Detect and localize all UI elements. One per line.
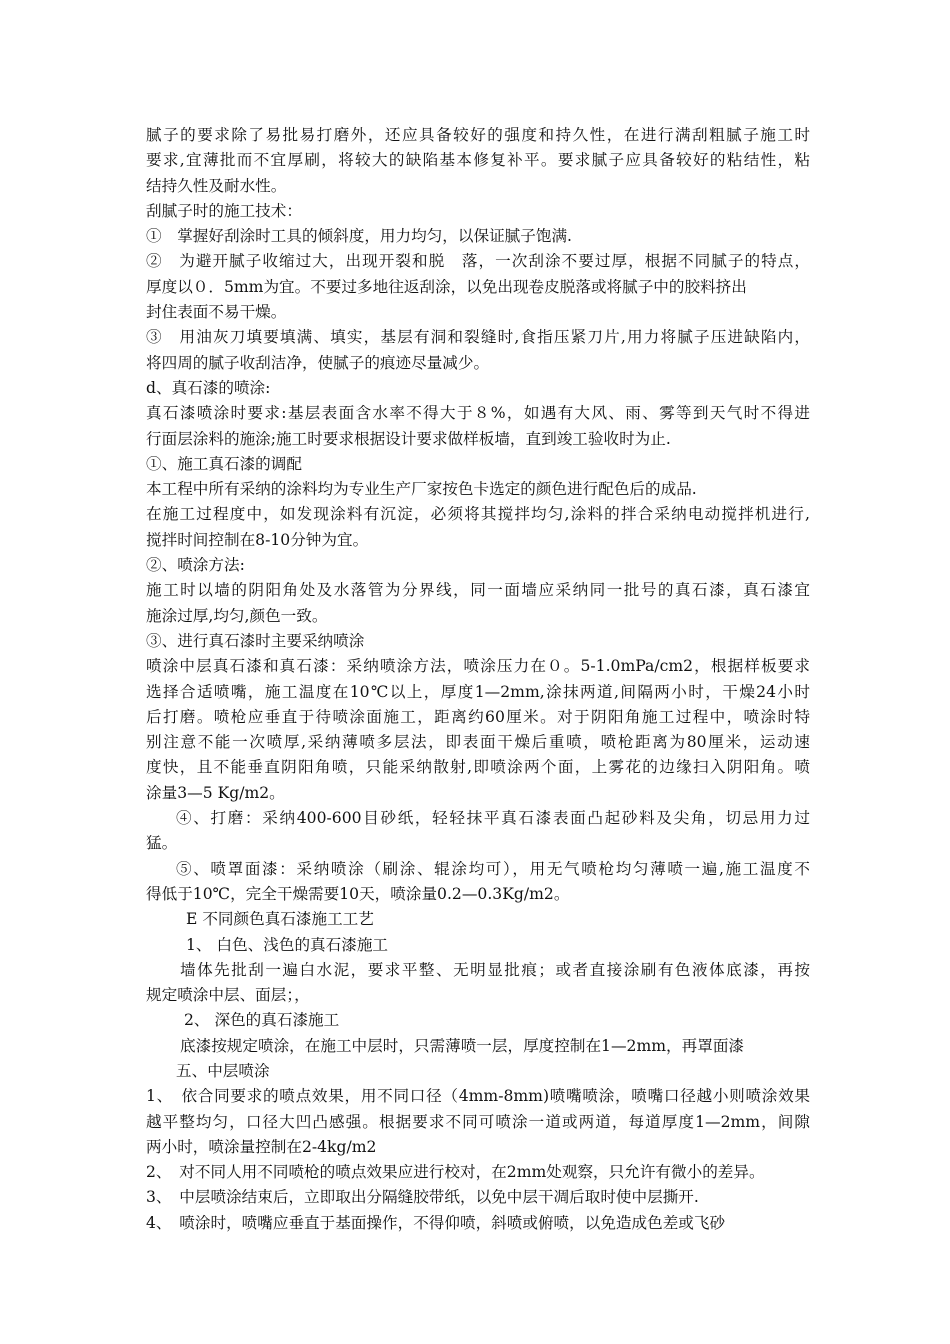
section-heading: E 不同颜色真石漆施工工艺 — [186, 910, 374, 929]
text-line: 本工程中所有采纳的涂料均为专业生产厂家按色卡选定的颜色进行配色后的成品. — [146, 480, 697, 499]
text-line: 结持久性及耐水性。 — [146, 176, 287, 195]
subsection-heading: 2、 深色的真石漆施工 — [184, 1011, 340, 1030]
text-line: 将四周的腻子收刮洁净，使腻子的痕迹尽量减少。 — [146, 353, 490, 372]
text-line: 别注意不能一次喷厚,采纳薄喷多层法，即表面干燥后重喷，喷枪距离为80厘米，运动速 — [146, 733, 810, 752]
text-line: 行面层涂料的施涂;施工时要求根据设计要求做样板墙，直到竣工验收时为止. — [146, 429, 671, 448]
text-line: 涂量3—5 Kg/m2。 — [146, 783, 285, 802]
list-item: ① 掌握好刮涂时工具的倾斜度，用力均匀，以保证腻子饱满. — [146, 227, 572, 246]
subsection-heading: 1、 白色、浅色的真石漆施工 — [186, 935, 389, 954]
text-line: 得低于10℃，完全干燥需要10天，喷涂量0.2—0.3Kg/m2。 — [146, 884, 570, 903]
text-line: 猛。 — [146, 834, 178, 853]
text-line: ⑤、喷罩面漆：采纳喷涂（刷涂、辊涂均可），用无气喷枪均匀薄喷一遍,施工温度不 — [176, 859, 810, 878]
list-item: ② 为避开腻子收缩过大，出现开裂和脱 落，一次刮涂不要过厚，根据不同腻子的特点， — [146, 252, 810, 271]
text-line: 喷涂中层真石漆和真石漆：采纳喷涂方法，喷涂压力在０。5-1.0mPa/cm2，根据样板要求 — [146, 657, 810, 676]
text-line: 规定喷涂中层、面层；， — [146, 986, 310, 1005]
text-line: 后打磨。喷枪应垂直于待喷涂面施工，距离约60厘米。对于阴阳角施工过程中，喷涂时特 — [146, 707, 810, 726]
text-line: 选择合适喷嘴，施工温度在10℃以上，厚度1—2mm,涂抹两道,间隔两小时，干燥24小时 — [146, 682, 810, 701]
list-item: ③ 用油灰刀填要填满、填实，基层有洞和裂缝时,食指压紧刀片,用力将腻子压进缺陷内， — [146, 328, 810, 347]
list-item: 4、 喷涂时，喷嘴应垂直于基面操作，不得仰喷，斜喷或俯喷，以免造成色差或飞砂 — [146, 1213, 726, 1232]
text-line: 墙体先批刮一遍白水泥，要求平整、无明显批痕；或者直接涂刷有色液体底漆，再按 — [180, 960, 810, 979]
text-line: 真石漆喷涂时要求:基层表面含水率不得大于８%，如遇有大风、雨、雾等到天气时不得进 — [146, 404, 810, 423]
text-line: 底漆按规定喷涂，在施工中层时，只需薄喷一层，厚度控制在1—2mm，再罩面漆 — [180, 1036, 745, 1055]
subsection-heading: ①、施工真石漆的调配 — [146, 454, 302, 473]
list-item: 3、 中层喷涂结束后，立即取出分隔缝胶带纸，以免中层干凋后取时使中层撕开. — [146, 1188, 699, 1207]
text-line: 施工时以墙的阴阳角处及水落管为分界线，同一面墙应采纳同一批号的真石漆，真石漆宜 — [146, 581, 810, 600]
text-line: 度快，且不能垂直阴阳角喷，只能采纳散射,即喷涂两个面，上雾花的边缘扫入阴阳角。喷 — [146, 758, 810, 777]
text-line: 搅拌时间控制在8-10分钟为宜。 — [146, 530, 369, 549]
list-item: 2、 对不同人用不同喷枪的喷点效果应进行校对，在2mm处观察，只允许有微小的差异。 — [146, 1163, 765, 1182]
document-body — [146, 123, 810, 1236]
text-line: 越平整均匀，口径大凹凸感强。根据要求不同可喷涂一道或两道，每道厚度1—2mm，间隙 — [146, 1112, 810, 1131]
section-heading: 刮腻子时的施工技术： — [146, 201, 302, 220]
text-line: ④、打磨：采纳400-600目砂纸，轻轻抹平真石漆表面凸起砂料及尖角，切忌用力过 — [176, 809, 810, 828]
section-heading: d、真石漆的喷涂: — [146, 378, 271, 397]
text-line: 腻子的要求除了易批易打磨外，还应具备较好的强度和持久性，在进行满刮粗腻子施工时 — [146, 126, 810, 144]
text-line: 厚度以０．5mm为宜。不要过多地往返刮涂，以免出现卷皮脱落或将腻子中的胶料挤出 — [146, 277, 747, 296]
text-line: 在施工过程度中，如发现涂料有沉淀，必须将其搅拌均匀,涂料的拌合采纳电动搅拌机进行, — [146, 505, 810, 524]
list-item: 1、 依合同要求的喷点效果，用不同口径（4mm-8mm)喷嘴喷涂，喷嘴口径越小则喷涂效果 — [146, 1087, 810, 1106]
subsection-heading: ③、进行真石漆时主要采纳喷涂 — [146, 631, 365, 650]
text-line: 要求,宜薄批而不宜厚刷，将较大的缺陷基本修复补平。要求腻子应具备较好的粘结性，粘 — [146, 151, 810, 170]
text-line: 封住表面不易干燥。 — [146, 303, 287, 322]
section-heading: 五、中层喷涂 — [176, 1061, 270, 1080]
text-line: 两小时，喷涂量控制在2-4kg/m2 — [146, 1137, 377, 1156]
text-line: 施涂过厚,均匀,颜色一致。 — [146, 606, 328, 625]
subsection-heading: ②、喷涂方法: — [146, 556, 245, 575]
